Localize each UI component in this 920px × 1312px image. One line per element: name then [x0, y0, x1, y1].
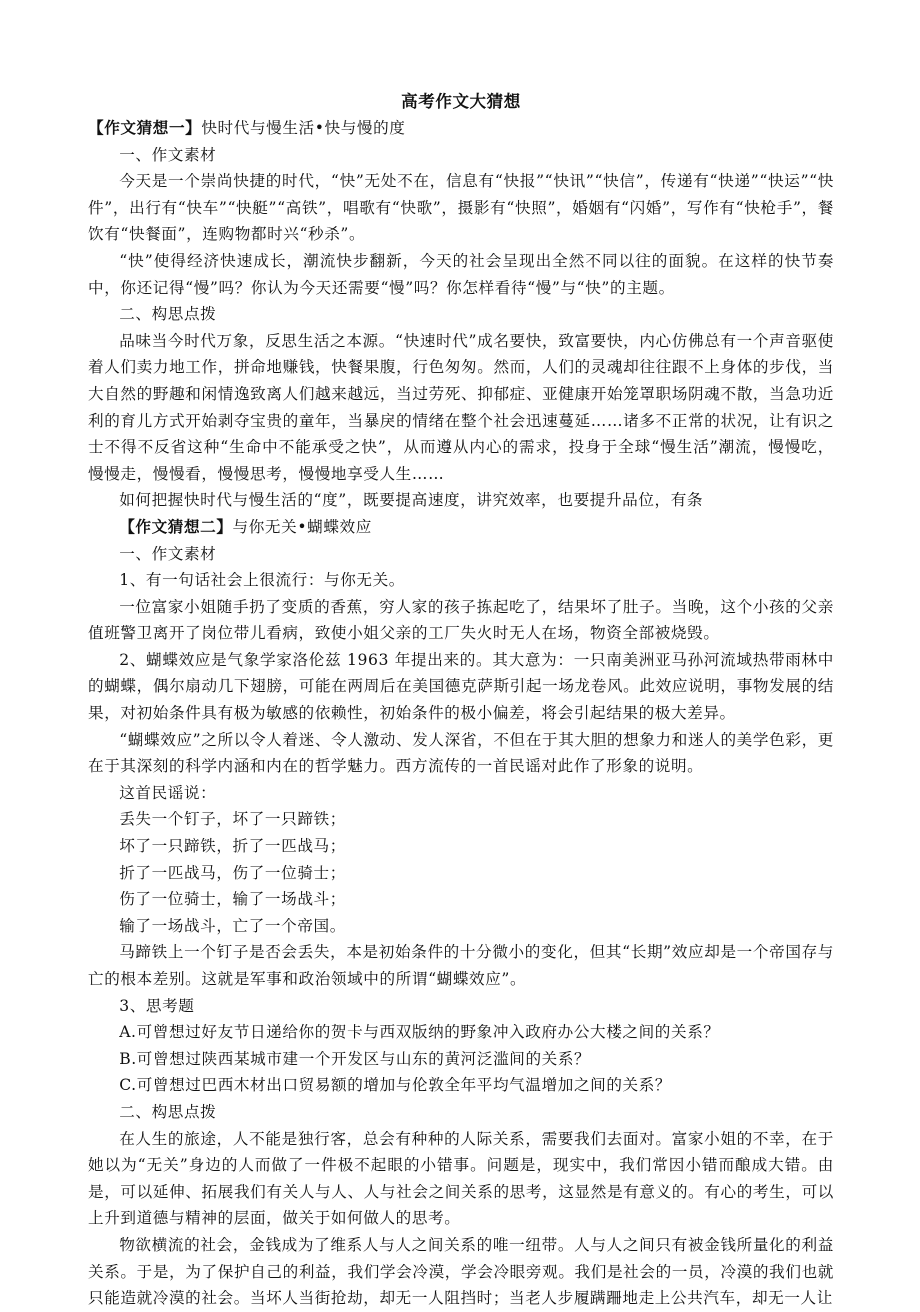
- verse-line: 输了一场战斗，亡了一个帝国。: [119, 916, 346, 935]
- document-title: 高考作文大猜想: [401, 92, 521, 111]
- section-idea-heading: 二、构思点拨: [119, 305, 217, 324]
- verse-line: 坏了一只蹄铁，折了一匹战马；: [119, 837, 346, 856]
- verse-line: 伤了一位骑士，输了一场战斗；: [119, 890, 346, 909]
- guess-one-heading: [88, 115, 834, 142]
- paragraph: “快”使得经济快速成长，潮流快步翻新，今天的社会呈现出全然不同以往的面貌。在这样的快节奏中，你还记得“慢”吗？你认为今天还需要“慢”吗？你怎样看待“慢”与“快”的主题。: [88, 251, 834, 297]
- guess-one-label: 【作文猜想一】: [88, 118, 202, 137]
- paragraph: 在人生的旅途，人不能是独行客，总会有种种的人际关系，需要我们去面对。富家小姐的不幸，在于她以为“无关”身边的人而做了一件极不起眼的小错事。问题是，现实中，我们常因小错而酿成大错。由是，可以延伸、拓展我们有关人与人、人与社会之间关系的思考，这显然是有意义的。有心的考生，可以上升到道德与精神的层面，做关于如何做人的思考。: [88, 1129, 834, 1228]
- question-c: C.可曾想过巴西木材出口贸易额的增加与伦敦全年平均气温增加之间的关系？: [119, 1076, 672, 1095]
- paragraph: 品味当今时代万象，反思生活之本源。“快速时代”成名要快，致富要快，内心仿佛总有一个声音驱使着人们卖力地工作，拼命地赚钱，快餐果腹，行色匆匆。然而，人们的灵魂却往往跟不上身体的步伐，当大自然的野趣和闲情逸致离人们越来越远，当过劳死、抑郁症、亚健康开始笼罩职场阴魂不散，当急功近利的育儿方式开始剥夺宝贵的童年，当暴戾的情绪在整个社会迅速蔓延……诸多不正常的状况，让有识之士不得不反省这种“生命中不能承受之快”，从而遵从内心的需求，投身于全球“慢生活”潮流，慢慢吃，慢慢走，慢慢看，慢慢思考，慢慢地享受人生……: [88, 331, 834, 483]
- guess-two-title: 与你无关•蝴蝶效应: [232, 517, 372, 536]
- guess-two-label: 【作文猜想二】: [119, 516, 233, 536]
- section-questions-heading: 3、思考题: [119, 996, 195, 1015]
- document-page: [88, 88, 834, 1312]
- paragraph: 这首民谣说：: [119, 783, 217, 802]
- verse-line: 丢失一个钉子，坏了一只蹄铁；: [119, 810, 346, 829]
- question-b: B.可曾想过陕西某城市建一个开发区与山东的黄河泛滥间的关系？: [119, 1049, 591, 1068]
- guess-one-title: 快时代与慢生活•快与慢的度: [201, 119, 406, 137]
- section-material-heading: 一、作文素材: [119, 544, 217, 563]
- paragraph: 今天是一个崇尚快捷的时代，“快”无处不在，信息有“快报”“快讯”“快信”，传递有“快递”“快运”“快件”，出行有“快车”“快艇”“高铁”，唱歌有“快歌”，摄影有“快照”，婚姻有“闪婚”，写作有“快枪手”，餐饮有“快餐面”，连购物都时兴“秒杀”。: [88, 172, 834, 244]
- question-a: A.可曾想过好友节日递给你的贺卡与西双版纳的野象冲入政府办公大楼之间的关系？: [119, 1023, 720, 1042]
- paragraph: “蝴蝶效应”之所以令人着迷、令人激动、发人深省，不但在于其大胆的想象力和迷人的美学色彩，更在于其深刻的科学内涵和内在的哲学魅力。西方流传的一首民谣对此作了形象的说明。: [88, 730, 834, 776]
- guess-two-heading: [88, 514, 834, 541]
- paragraph: 马蹄铁上一个钉子是否会丢失，本是初始条件的十分微小的变化，但其“长期”效应却是一个帝国存与亡的根本差别。这就是军事和政治领域中的所谓“蝴蝶效应”。: [88, 943, 834, 988]
- verse-line: 折了一匹战马，伤了一位骑士；: [119, 863, 346, 882]
- section-idea-heading: 二、构思点拨: [119, 1102, 217, 1121]
- paragraph: 1、有一句话社会上很流行：与你无关。: [119, 571, 406, 590]
- paragraph: 2、蝴蝶效应是气象学家洛伦兹 1963 年提出来的。其大意为：一只南美洲亚马孙河流域热带雨林中的蝴蝶，偶尔扇动几下翅膀，可能在两周后在美国德克萨斯引起一场龙卷风。此效应说明，事物发展的结果，对初始条件具有极为敏感的依赖性，初始条件的极小偏差，将会引起结果的极大差异。: [88, 650, 834, 723]
- section-material-heading: 一、作文素材: [119, 145, 217, 164]
- paragraph: 如何把握快时代与慢生活的“度”，既要提高速度，讲究效率，也要提升品位，有条: [119, 491, 704, 510]
- paragraph: 物欲横流的社会，金钱成为了维系人与人之间关系的唯一纽带。人与人之间只有被金钱所量化的利益关系。于是，为了保护自己的利益，我们学会冷漠，学会冷眼旁观。我们是社会的一员，冷漠的我们也就只能造就冷漠的社会。当坏人当街抢劫，却无一人阻挡时；当老人步履蹒跚地走上公共汽车，却无一人让: [88, 1235, 834, 1308]
- paragraph: 一位富家小姐随手扔了变质的香蕉，穷人家的孩子拣起吃了，结果坏了肚子。当晚，这个小孩的父亲值班警卫离开了岗位带儿看病，致使小姐父亲的工厂失火时无人在场，物资全部被烧毁。: [88, 597, 834, 643]
